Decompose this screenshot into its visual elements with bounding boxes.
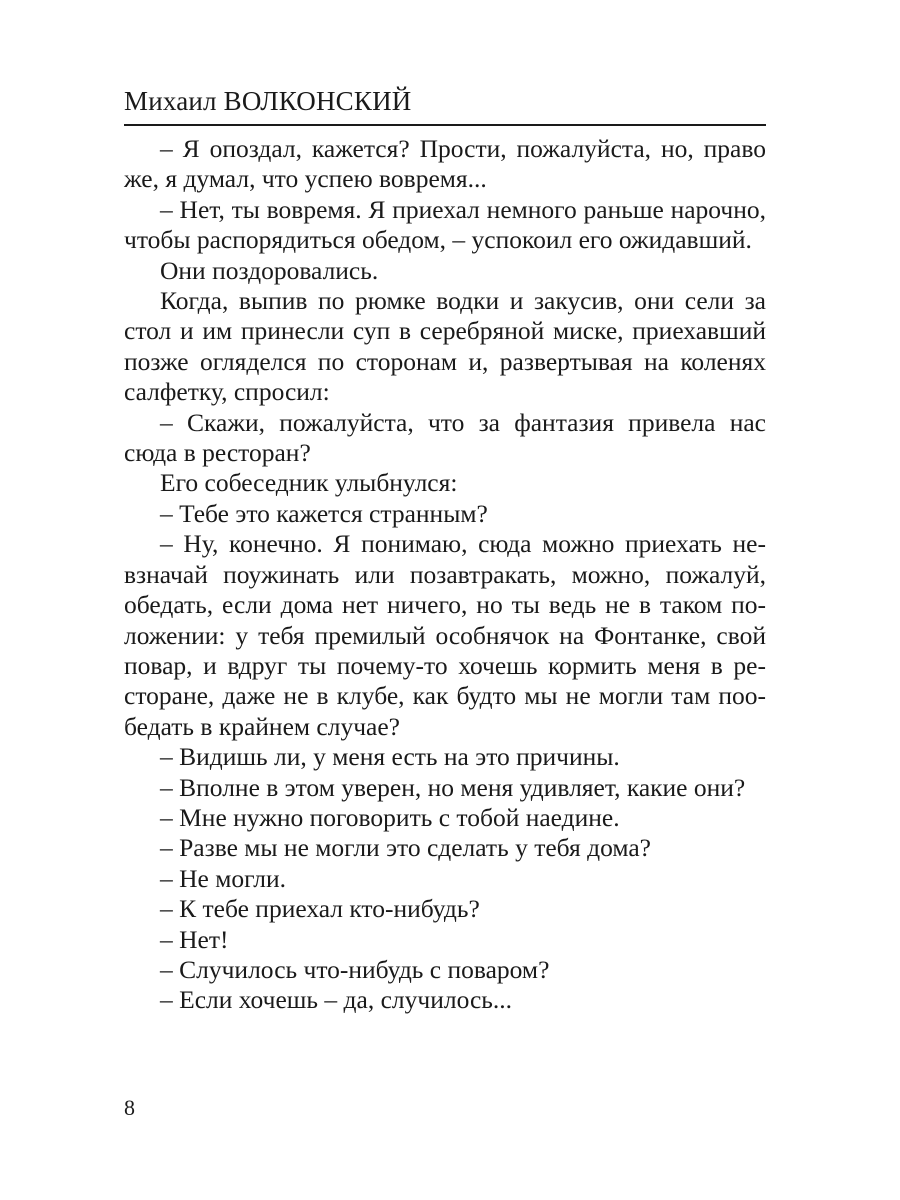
paragraph: – Я опоздал, кажется? Прости, пожалуйста, но, право же, я думал, что успею вовремя...: [124, 134, 766, 194]
paragraph: – Случилось что-нибудь с поваром?: [160, 954, 550, 984]
paragraph: Его собеседник улыбнулся:: [160, 468, 458, 498]
paragraph: – Если хочешь – да, случилось...: [160, 985, 513, 1015]
paragraph: – Не могли.: [160, 863, 287, 893]
paragraph: – Разве мы не могли это сделать у тебя дома?: [160, 833, 651, 863]
paragraph: – Вполне в этом уверен, но меня удивляет, какие они?: [160, 772, 746, 802]
body-text: [124, 134, 766, 1016]
paragraph: – Ну, конечно. Я понимаю, сюда можно приехать невзначай поужинать или позавтракать, можно, пожалуй, обедать, если дома нет ничего, но ты ведь не в таком положении: у тебя премилый особнячок на Фонтанке, свой повар, и вдруг ты почему-то хочешь кормить меня в ресторане, даже не в клубе, как будто мы не могли там пообедать в крайнем случае?: [124, 529, 766, 741]
paragraph: Они поздоровались.: [160, 255, 379, 285]
paragraph: Когда, выпив по рюмке водки и закусив, они сели за стол и им принесли суп в серебряной миске, приехавший позже огляделся по сторонам и, развертывая на коленях салфетку, спросил:: [124, 286, 766, 407]
paragraph: – Тебе это кажется странным?: [160, 498, 488, 528]
author-name: Михаил ВОЛКОНСКИЙ: [124, 86, 412, 116]
paragraph: – Видишь ли, у меня есть на это причины.: [160, 742, 620, 772]
paragraph: – Нет, ты вовремя. Я приехал немного раньше нарочно, чтобы распорядиться обедом, – успокоил его ожидавший.: [124, 194, 766, 255]
paragraph: – К тебе приехал кто-нибудь?: [160, 894, 480, 924]
paragraph: – Мне нужно поговорить с тобой наедине.: [160, 802, 620, 832]
paragraph: – Скажи, пожалуйста, что за фантазия привела нас сюда в ресторан?: [124, 407, 766, 468]
paragraph: – Нет!: [160, 924, 229, 954]
running-header: [124, 76, 766, 126]
page-number: 8: [124, 1095, 135, 1120]
